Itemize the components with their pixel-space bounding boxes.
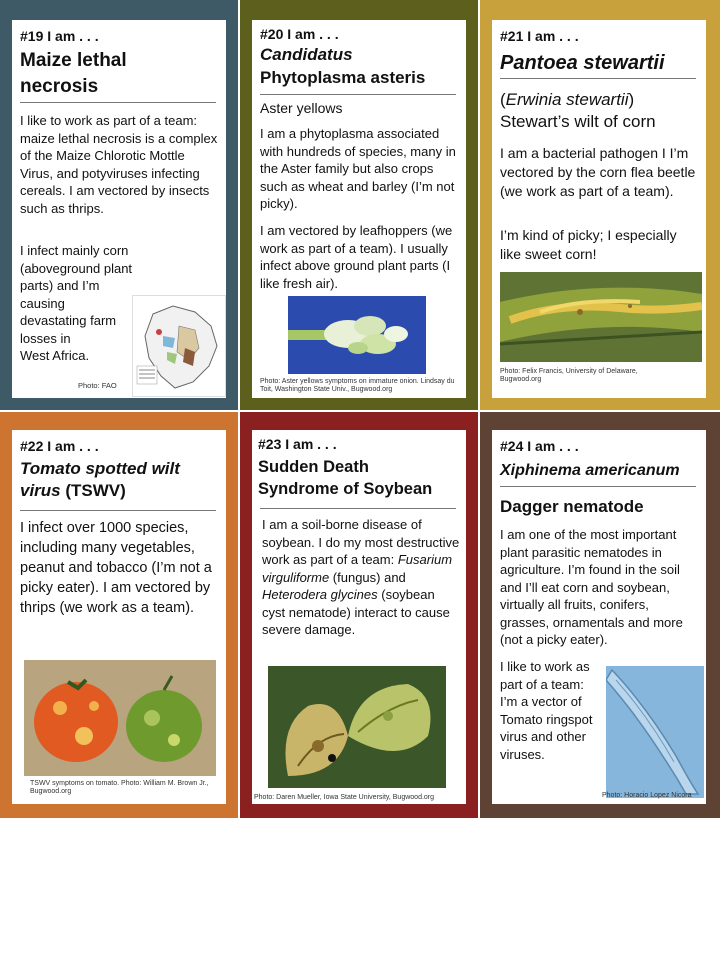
card-22 [0, 412, 238, 818]
description-para-2 [20, 242, 134, 365]
card-21 [480, 0, 720, 410]
common-name: Stewart’s wilt of corn [500, 112, 656, 131]
card-number: #22 I am . . . [20, 438, 99, 454]
photo-credit: TSWV symptoms on tomato. Photo: William M. Brown Jr., Bugwood.org [30, 780, 209, 795]
photo-credit: Photo: Felix Francis, University of Delaware, Bugwood.org [500, 368, 638, 383]
card-number: #21 I am . . . [500, 28, 579, 44]
photo-credit: Photo: FAO [78, 381, 117, 390]
description-para-1: I am one of the most important plant parasitic nematodes in agriculture. I’m found in the soil and I’ll eat corn and soybean, virtually all fruits, conifers, grasses, ornamentals and more (not a picky eater). [500, 527, 683, 647]
tomato-graphic [24, 660, 216, 776]
para-2-end: West Africa. [20, 348, 90, 363]
title-divider [20, 510, 216, 511]
card-title [20, 458, 180, 502]
card-20 [240, 0, 478, 410]
description-para-2: I am vectored by leafhoppers (we work as part of a team). I usually infect above ground plant parts (I like fresh air). [260, 223, 453, 291]
card-24 [480, 412, 720, 818]
photo-credit: Photo: Aster yellows symptoms on immature onion. Lindsay du Toit, Washington State Univ., Bugwood.org [260, 378, 455, 393]
soybean-leaf-photo [268, 666, 446, 788]
description-para-1: I am a phytoplasma associated with hundreds of species, many in the Aster family but also crops such as wheat and barley (I’m not picky). [260, 126, 456, 211]
card-title: Pantoea stewartii [500, 52, 665, 74]
title-divider [20, 102, 216, 103]
photo-credit: Photo: Daren Mueller, Iowa State University, Bugwood.org [254, 794, 435, 801]
title-divider [260, 94, 456, 95]
card-title [260, 44, 425, 88]
map-image [132, 295, 226, 397]
card-number: #23 I am . . . [258, 436, 337, 452]
card-24-panel [492, 430, 706, 804]
description-para-1: I infect over 1000 species, including many vegetables, peanut and tobacco (I’m not a picky eater). I am vectored by thrips (we work as a team). [20, 520, 212, 616]
onion-graphic [288, 296, 426, 374]
card-19 [0, 0, 238, 410]
title-line-2: necrosis [20, 76, 99, 97]
africa-map-graphic [133, 296, 225, 396]
title-line-1: Tomato spotted wilt [20, 459, 180, 478]
card-21-panel [492, 20, 706, 398]
card-23-panel [252, 430, 466, 804]
common-name: Aster yellows [260, 100, 343, 116]
description-para-2: I like to work as part of a team: I’m a vector of Tomato ringspot virus and other viruses. [500, 659, 593, 762]
card-number: #19 I am . . . [20, 28, 99, 44]
para-2-text: I infect mainly corn (aboveground plant parts) and I’m causing devastating farm losses in [20, 243, 133, 346]
card-number: #24 I am . . . [500, 438, 579, 454]
title-line-2: Syndrome of Soybean [258, 480, 433, 498]
nematode-graphic [606, 666, 704, 798]
card-number: #20 I am . . . [260, 26, 339, 42]
onion-photo [288, 296, 426, 374]
tomato-photo [24, 660, 216, 776]
title-line-2: virus (TSWV) [20, 481, 126, 500]
photo-credit: Photo: Horacio Lopez Nicora [602, 792, 692, 799]
card-title [20, 50, 127, 98]
card-23 [240, 412, 478, 818]
title-line-2: Phytoplasma asteris [260, 68, 426, 87]
title-line-1: Maize lethal [20, 50, 127, 71]
card-title [258, 456, 432, 500]
description-para-1: I am a soil-borne disease of soybean. I do my most destructive work as part of a team: Fusarium virguliforme (fungus) and Heterodera glycines (soybean cyst nematode) interact to cause severe damage. [262, 517, 460, 637]
card-22-panel [12, 430, 226, 804]
description-para-1: I like to work as part of a team: maize lethal necrosis is a complex of the Maize Chlorotic Mottle Virus, and potyviruses infecting cereals. I am vectored by insects such as thrips. [20, 113, 218, 216]
corn-leaf-photo [500, 272, 702, 362]
card-19-panel [12, 20, 226, 398]
description-para-1: I am a bacterial pathogen I I’m vectored by the corn flea beetle (we work as part of a team). [500, 145, 696, 199]
nematode-photo [606, 666, 704, 798]
common-name: Dagger nematode [500, 497, 644, 516]
title-divider [500, 486, 696, 487]
card-20-panel [252, 20, 466, 398]
title-line-1: Sudden Death [258, 458, 369, 476]
synonym: (Erwinia stewartii) [500, 90, 635, 109]
card-title: Xiphinema americanum [500, 462, 680, 479]
title-italic: Candidatus [260, 45, 353, 64]
description-para-2: I’m kind of picky; I especially like sweet corn! [500, 227, 677, 262]
corn-leaf-graphic [500, 272, 702, 362]
title-divider [500, 78, 696, 79]
soybean-leaf-graphic [268, 666, 446, 788]
title-divider [260, 508, 456, 509]
